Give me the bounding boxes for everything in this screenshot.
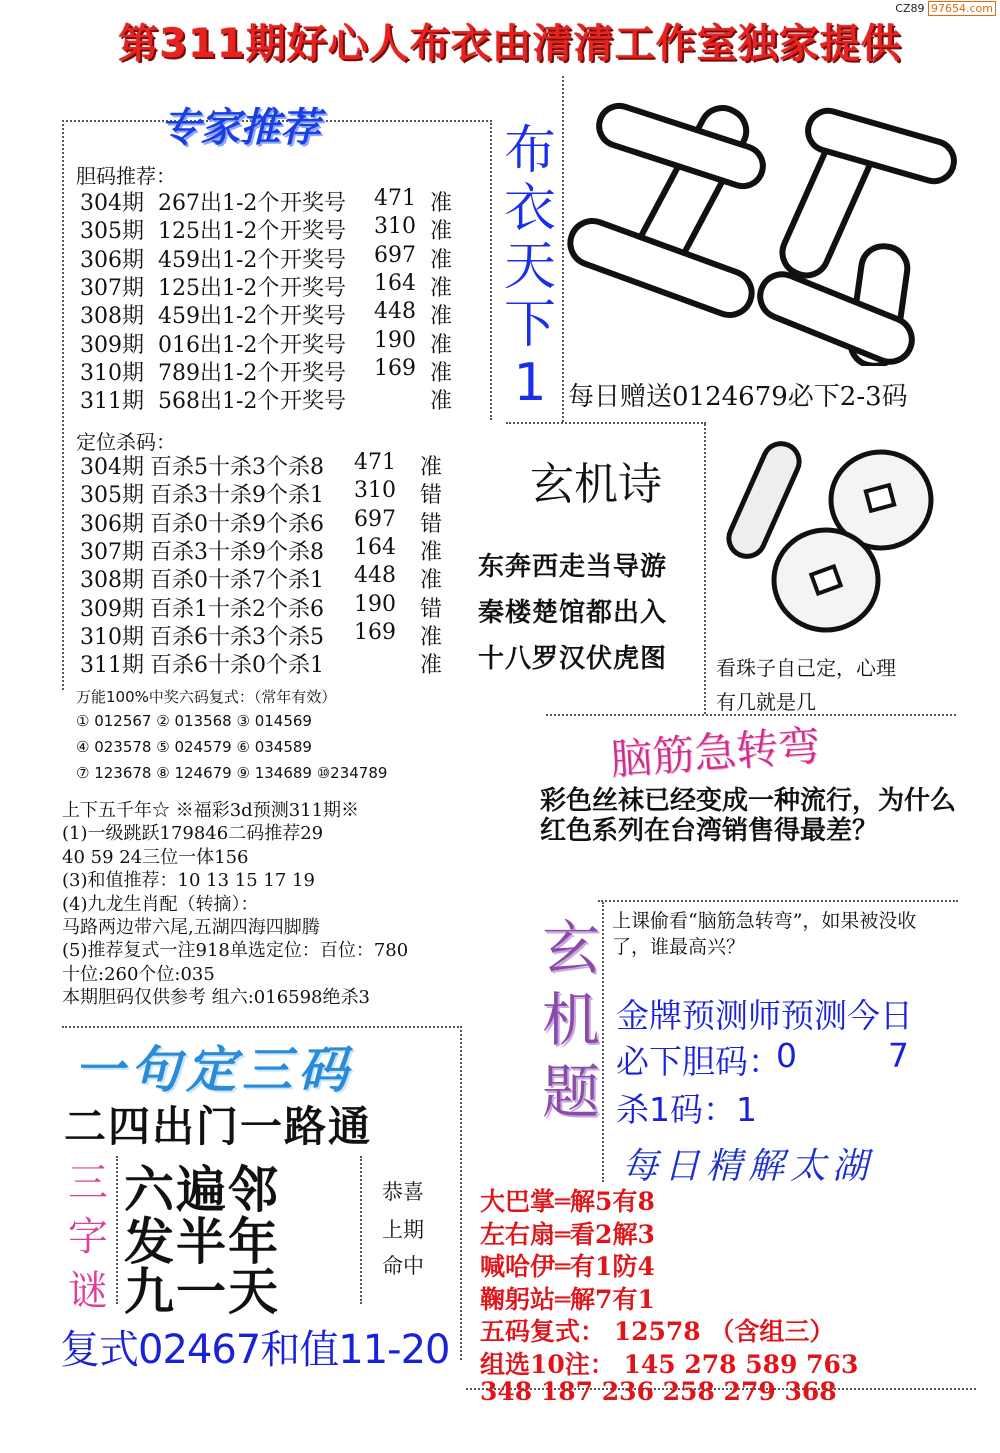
one-sentence-title: 一句定三码 [74, 1041, 354, 1099]
kill-mark: 错 [420, 511, 443, 537]
buyi-char: 衣 [503, 179, 556, 239]
dan-result: 448 [374, 299, 416, 325]
kill-issue: 309期 [80, 596, 144, 622]
kill-pick: 百杀3十杀9个杀1 [150, 483, 324, 509]
dan-label: 开奖号 [280, 360, 347, 386]
tip-line: 十位:260个位:035 [62, 963, 215, 985]
taihu-line: 大巴掌═解5有8 [480, 1187, 655, 1216]
taihu-line: 五码复式： 12578 （含组三） [480, 1317, 835, 1346]
kill-result: 448 [354, 563, 396, 589]
dan-label: 开奖号 [280, 332, 347, 358]
kill-pick: 百杀6十杀3个杀5 [150, 624, 324, 650]
kill-result: 471 [354, 450, 396, 475]
kill-mark: 准 [420, 455, 443, 480]
dan-pick: 789出1-2个 [158, 360, 280, 386]
dan-label: 开奖号 [280, 191, 347, 216]
kill-issue: 305期 [80, 483, 144, 509]
beads-illustration [716, 430, 946, 650]
congrats-text: 命中 [382, 1254, 424, 1278]
tip-line: (1)一级跳跃179846二码推荐29 [62, 823, 324, 845]
dan-pick: 568出1-2个 [158, 389, 280, 415]
dan-label: 开奖号 [280, 247, 347, 273]
page-title: 第311期好心人布衣由清清工作室独家提供 [118, 21, 902, 67]
dan-issue: 307期 [80, 275, 144, 301]
kill-result: 697 [354, 506, 396, 532]
mystery-char: 机 [541, 986, 600, 1054]
divider [460, 1030, 462, 1360]
expert-title: 专家推荐 [160, 105, 320, 151]
watermark-domain: 97654.com [928, 1, 996, 16]
word-riddle-label [66, 1156, 110, 1318]
sticks-illustration [566, 96, 966, 366]
kill-pick: 百杀1十杀2个杀6 [150, 596, 324, 622]
taihu-line: 鞠躬站═解7有1 [480, 1284, 655, 1314]
kill-issue: 307期 [80, 539, 144, 565]
gold-predict-line: 金牌预测师预测今日 [616, 996, 913, 1035]
kill-mark: 准 [420, 653, 443, 679]
dan-label: 开奖号 [280, 219, 347, 245]
dan-mark: 准 [430, 219, 453, 245]
six-code-line: ④ 023578 ⑤ 024579 ⑥ 034589 [76, 738, 312, 756]
dan-label: 胆码推荐： [76, 164, 176, 188]
kill-label: 定位杀码： [76, 430, 176, 454]
one-sentence-text: 二四出门一路通 [64, 1102, 373, 1151]
tip-line: (5)推荐复式一注918单选定位：百位：780 [62, 940, 409, 962]
dan-mark: 准 [430, 332, 453, 358]
tip-line: (3)和值推荐：10 13 15 17 19 [62, 870, 315, 892]
dan-mark: 准 [430, 389, 453, 415]
poem-line: 东奔西走当导游 [478, 552, 668, 582]
poem-title: 玄机诗 [530, 459, 662, 510]
bead-text: 有几就是几 [716, 690, 816, 714]
word-riddle-char: 谜 [68, 1268, 108, 1314]
divider [116, 1156, 118, 1304]
dan-pick: 125出1-2个 [158, 219, 280, 245]
dan-issue: 305期 [80, 219, 144, 245]
kill-mark: 准 [420, 624, 443, 650]
divider [360, 1156, 362, 1304]
compound-sum-text: 复式02467和值11-20 [60, 1327, 450, 1373]
buyi-char: 下 [503, 295, 556, 355]
gold-must-b: 7 [888, 1036, 909, 1075]
six-code-line: ① 012567 ② 013568 ③ 014569 [76, 712, 312, 730]
dan-issue: 304期 [80, 191, 144, 216]
brain-teaser-riddle: 彩色丝袜已经变成一种流行，为什么红色系列在台湾销售得最差？ [540, 786, 957, 846]
dan-result: 190 [374, 327, 416, 353]
mystery-question-title [536, 912, 606, 1128]
kill-mark: 准 [420, 539, 443, 565]
dan-issue: 306期 [80, 247, 144, 273]
divider [598, 900, 958, 902]
congrats-text: 恭喜 [382, 1180, 424, 1204]
gold-must-a: 0 [776, 1036, 797, 1075]
gold-kill-value: 1 [736, 1090, 757, 1129]
divider [704, 424, 706, 714]
dan-result: 697 [374, 242, 416, 268]
dan-mark: 准 [430, 191, 453, 216]
dan-issue: 310期 [80, 360, 144, 386]
word-riddle-line: 六遍邻 [124, 1161, 280, 1219]
dan-issue: 308期 [80, 304, 144, 330]
gold-must-label: 必下胆码： [616, 1042, 781, 1081]
kill-pick: 百杀0十杀9个杀6 [150, 511, 324, 537]
kill-pick: 百杀6十杀0个杀1 [150, 653, 324, 679]
divider [62, 1026, 462, 1028]
taihu-line: 喊哈伊═有1防4 [480, 1252, 655, 1281]
tip-line: (4)九龙生肖配（转摘）： [62, 893, 259, 915]
poem-line: 十八罗汉伏虎图 [478, 644, 668, 674]
dan-label: 开奖号 [280, 304, 347, 330]
buyi-char: 1 [513, 353, 547, 413]
kill-issue: 311期 [80, 653, 144, 679]
dan-mark: 准 [430, 275, 453, 301]
dan-pick: 459出1-2个 [158, 304, 280, 330]
kill-result: 190 [354, 591, 396, 617]
dan-mark: 准 [430, 360, 453, 386]
kill-pick: 百杀0十杀7个杀1 [150, 568, 324, 594]
kill-pick: 百杀5十杀3个杀8 [150, 455, 324, 480]
gold-kill-line [616, 1084, 757, 1131]
divider [562, 76, 564, 422]
kill-result: 164 [354, 534, 396, 560]
buyi-vertical-title [498, 122, 562, 412]
mystery-char: 题 [541, 1058, 600, 1126]
tip-line: 马路两边带六尾,五湖四海四脚腾 [62, 917, 320, 938]
dan-result: 471 [374, 186, 416, 211]
dan-result: 310 [374, 214, 416, 240]
mystery-char: 玄 [541, 914, 600, 982]
kill-mark: 错 [420, 596, 443, 622]
tip-line: 40 59 24三位一体156 [62, 846, 249, 868]
gold-must-line [616, 1036, 909, 1083]
dan-pick: 125出1-2个 [158, 275, 280, 301]
tip-line: 本期胆码仅供参考 组六:016598绝杀3 [62, 987, 370, 1009]
kill-pick: 百杀3十杀9个杀8 [150, 539, 324, 565]
tip-line: 上下五千年☆ ※福彩3d预测311期※ [62, 800, 360, 821]
word-riddle-char: 三 [68, 1160, 108, 1206]
word-riddle-line: 发半年 [124, 1213, 280, 1271]
six-code-line: ⑦ 123678 ⑧ 124679 ⑨ 134689 ⑩234789 [76, 764, 388, 782]
buyi-char: 天 [503, 237, 556, 297]
congrats-text: 上期 [382, 1218, 424, 1242]
dan-issue: 311期 [80, 389, 144, 415]
taihu-title: 每日精解太湖 [622, 1146, 875, 1187]
divider [506, 422, 706, 424]
word-riddle-line: 九一天 [124, 1263, 280, 1321]
watermark-site-code: CZ89 [895, 2, 925, 15]
daily-gift-text: 每日赠送0124679必下2-3码 [568, 382, 908, 412]
mystery-question: 上课偷看“脑筋急转弯”，如果被没收了，谁最高兴？ [612, 910, 917, 958]
divider [62, 120, 64, 690]
buyi-char: 布 [503, 121, 556, 181]
dan-label: 开奖号 [280, 389, 347, 415]
gold-kill-label: 杀1码： [616, 1090, 736, 1129]
brain-teaser-title: 脑筋急转弯 [608, 720, 822, 785]
dan-pick: 016出1-2个 [158, 332, 280, 358]
kill-result: 169 [354, 619, 396, 645]
dan-issue: 309期 [80, 332, 144, 358]
divider [490, 120, 492, 420]
dan-mark: 准 [430, 304, 453, 330]
dan-result: 164 [374, 270, 416, 296]
kill-issue: 306期 [80, 511, 144, 537]
kill-issue: 308期 [80, 568, 144, 594]
kill-result: 310 [354, 478, 396, 504]
word-riddle-char: 字 [68, 1214, 108, 1260]
kill-issue: 304期 [80, 455, 144, 480]
kill-issue: 310期 [80, 624, 144, 650]
kill-mark: 准 [420, 568, 443, 594]
six-code-title: 万能100%中奖六码复式：（常年有效） [76, 688, 337, 706]
dan-pick: 459出1-2个 [158, 247, 280, 273]
taihu-line: 348 187 236 258 279 368 [480, 1377, 837, 1406]
dan-mark: 准 [430, 247, 453, 273]
dan-result: 169 [374, 355, 416, 381]
poem-line: 秦楼楚馆都出入 [478, 598, 668, 628]
bead-text: 看珠子自己定，心理 [716, 656, 896, 680]
kill-mark: 错 [420, 483, 443, 509]
taihu-line: 组选10注： 145 278 589 763 [480, 1349, 859, 1379]
dan-label: 开奖号 [280, 275, 347, 301]
dan-pick: 267出1-2个 [158, 191, 280, 216]
taihu-line: 左右扇═看2解3 [480, 1219, 655, 1249]
